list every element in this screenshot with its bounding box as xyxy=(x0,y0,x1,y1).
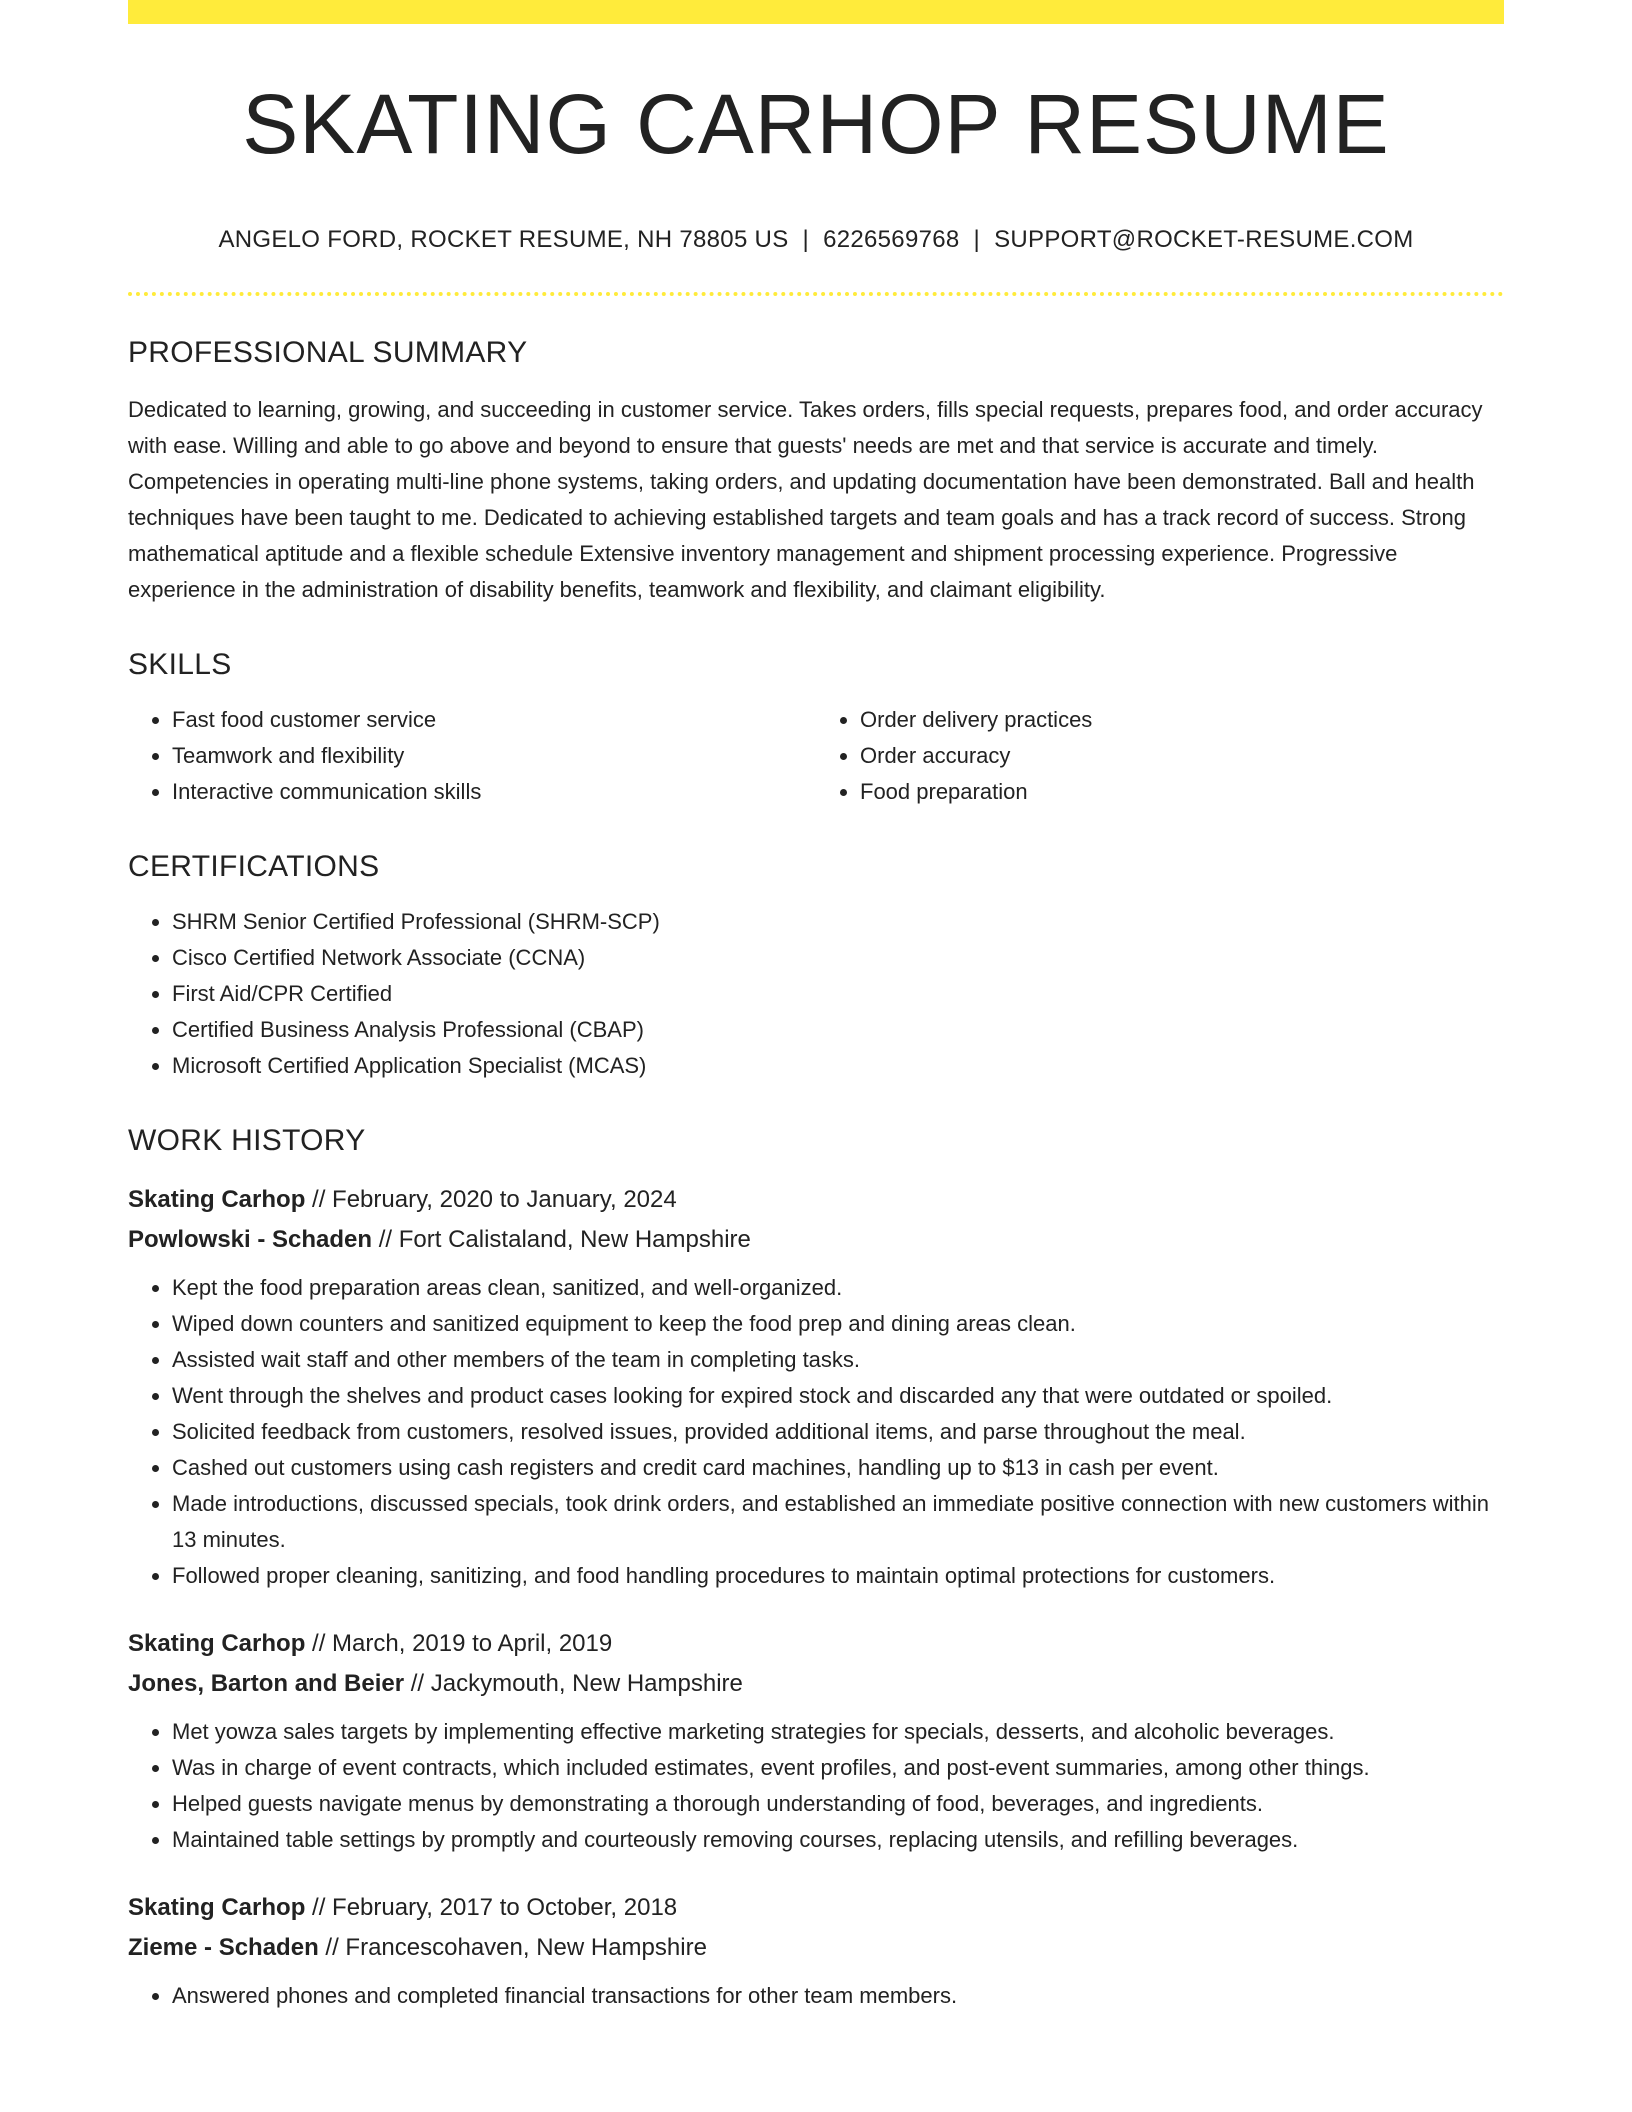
job-separator: // xyxy=(312,1186,326,1213)
job-title-line xyxy=(128,1180,1504,1220)
summary-text: Dedicated to learning, growing, and succeeding in customer service. Takes orders, fills special requests, prepares food, and order accuracy with ease. Willing and able to go above and beyond to ensure that guests' needs are met and that service is accurate and timely. Competencies in operating multi-line phone systems, taking orders, and updating documentation have been demonstrated. Ball and health techniques have been taught to me. Dedicated to achieving established targets and team goals and has a track record of success. Strong mathematical aptitude and a flexible schedule Extensive inventory management and shipment processing experience. Progressive experience in the administration of disability benefits, teamwork and flexibility, and claimant eligibility. xyxy=(128,397,1483,602)
certifications-heading: CERTIFICATIONS xyxy=(128,850,380,883)
job-title-line xyxy=(128,1624,1504,1664)
job-bullets xyxy=(128,1978,1504,2014)
list-item: • Microsoft Certified Application Specialist (MCAS) xyxy=(172,1048,1504,1084)
list-item: • Food preparation xyxy=(860,774,1504,810)
list-item: • Maintained table settings by promptly and courteously removing courses, replacing utensils, and refilling beverages. xyxy=(172,1822,1504,1858)
skills-column-left xyxy=(128,702,816,810)
list-item: • Assisted wait staff and other members of the team in completing tasks. xyxy=(172,1342,1504,1378)
list-item: • Cashed out customers using cash registers and credit card machines, handling up to $13 in cash per event. xyxy=(172,1450,1504,1486)
job-title: Skating Carhop xyxy=(128,1630,306,1657)
job-title: Skating Carhop xyxy=(128,1186,306,1213)
contact-phone: 6226569768 xyxy=(823,226,960,253)
job-separator: // xyxy=(410,1670,425,1697)
list-item: • Followed proper cleaning, sanitizing, and food handling procedures to maintain optimal protections for customers. xyxy=(172,1558,1504,1594)
certifications-list xyxy=(128,904,1504,1084)
list-item: • Met yowza sales targets by implementing effective marketing strategies for specials, desserts, and alcoholic beverages. xyxy=(172,1714,1504,1750)
list-item: • Interactive communication skills xyxy=(172,774,816,810)
job-company-line xyxy=(128,1664,1504,1704)
list-item: • Helped guests navigate menus by demonstrating a thorough understanding of food, beverages, and ingredients. xyxy=(172,1786,1504,1822)
resume-title: SKATING CARHOP RESUME xyxy=(242,77,1390,171)
job-company: Powlowski - Schaden xyxy=(128,1226,373,1253)
list-item: • Kept the food preparation areas clean, sanitized, and well-organized. xyxy=(172,1270,1504,1306)
job-separator: // xyxy=(312,1630,326,1657)
job-company-line xyxy=(128,1928,1504,1968)
resume-page xyxy=(128,0,1504,2014)
job-company-line xyxy=(128,1220,1504,1260)
skills-column-right xyxy=(816,702,1504,810)
job-bullets xyxy=(128,1270,1504,1594)
job-entry xyxy=(128,1888,1504,2014)
job-bullets xyxy=(128,1714,1504,1858)
contact-address: ANGELO FORD, ROCKET RESUME, NH 78805 US xyxy=(218,226,789,253)
job-separator: // xyxy=(312,1894,326,1921)
list-item: • Cisco Certified Network Associate (CCNA) xyxy=(172,940,1504,976)
list-item: • Solicited feedback from customers, resolved issues, provided additional items, and parse throughout the meal. xyxy=(172,1414,1504,1450)
job-location: Francescohaven, New Hampshire xyxy=(345,1934,707,1961)
list-item: • Order delivery practices xyxy=(860,702,1504,738)
job-company: Jones, Barton and Beier xyxy=(128,1670,405,1697)
list-item: • Went through the shelves and product cases looking for expired stock and discarded any that were outdated or spoiled. xyxy=(172,1378,1504,1414)
list-item: • Order accuracy xyxy=(860,738,1504,774)
job-title-line xyxy=(128,1888,1504,1928)
job-dates: February, 2017 to October, 2018 xyxy=(332,1894,678,1921)
dotted-divider xyxy=(128,292,1504,296)
contact-separator: | xyxy=(802,226,810,253)
contact-line xyxy=(128,226,1504,254)
contact-email: SUPPORT@ROCKET-RESUME.COM xyxy=(994,226,1414,253)
job-entry xyxy=(128,1180,1504,1594)
job-location: Jackymouth, New Hampshire xyxy=(430,1670,743,1697)
list-item: • Fast food customer service xyxy=(172,702,816,738)
job-entry xyxy=(128,1624,1504,1858)
job-separator: // xyxy=(325,1934,339,1961)
job-dates: February, 2020 to January, 2024 xyxy=(332,1186,677,1213)
list-item: • First Aid/CPR Certified xyxy=(172,976,1504,1012)
job-separator: // xyxy=(378,1226,393,1253)
job-company: Zieme - Schaden xyxy=(128,1934,319,1961)
list-item: • Made introductions, discussed specials, took drink orders, and established an immediate positive connection with new customers within 13 minutes. xyxy=(172,1486,1504,1558)
list-item: • Wiped down counters and sanitized equipment to keep the food prep and dining areas clean. xyxy=(172,1306,1504,1342)
list-item: • SHRM Senior Certified Professional (SHRM-SCP) xyxy=(172,904,1504,940)
list-item: • Was in charge of event contracts, which included estimates, event profiles, and post-event summaries, among other things. xyxy=(172,1750,1504,1786)
job-dates: March, 2019 to April, 2019 xyxy=(332,1630,613,1657)
skills-list xyxy=(128,702,1504,810)
skills-heading: SKILLS xyxy=(128,648,232,681)
job-location: Fort Calistaland, New Hampshire xyxy=(398,1226,751,1253)
list-item: • Answered phones and completed financial transactions for other team members. xyxy=(172,1978,1504,2014)
list-item: • Teamwork and flexibility xyxy=(172,738,816,774)
summary-heading: PROFESSIONAL SUMMARY xyxy=(128,336,528,369)
list-item: • Certified Business Analysis Professional (CBAP) xyxy=(172,1012,1504,1048)
job-title: Skating Carhop xyxy=(128,1894,306,1921)
contact-separator: | xyxy=(973,226,981,253)
accent-bar xyxy=(128,0,1504,24)
work-history-heading: WORK HISTORY xyxy=(128,1124,366,1157)
